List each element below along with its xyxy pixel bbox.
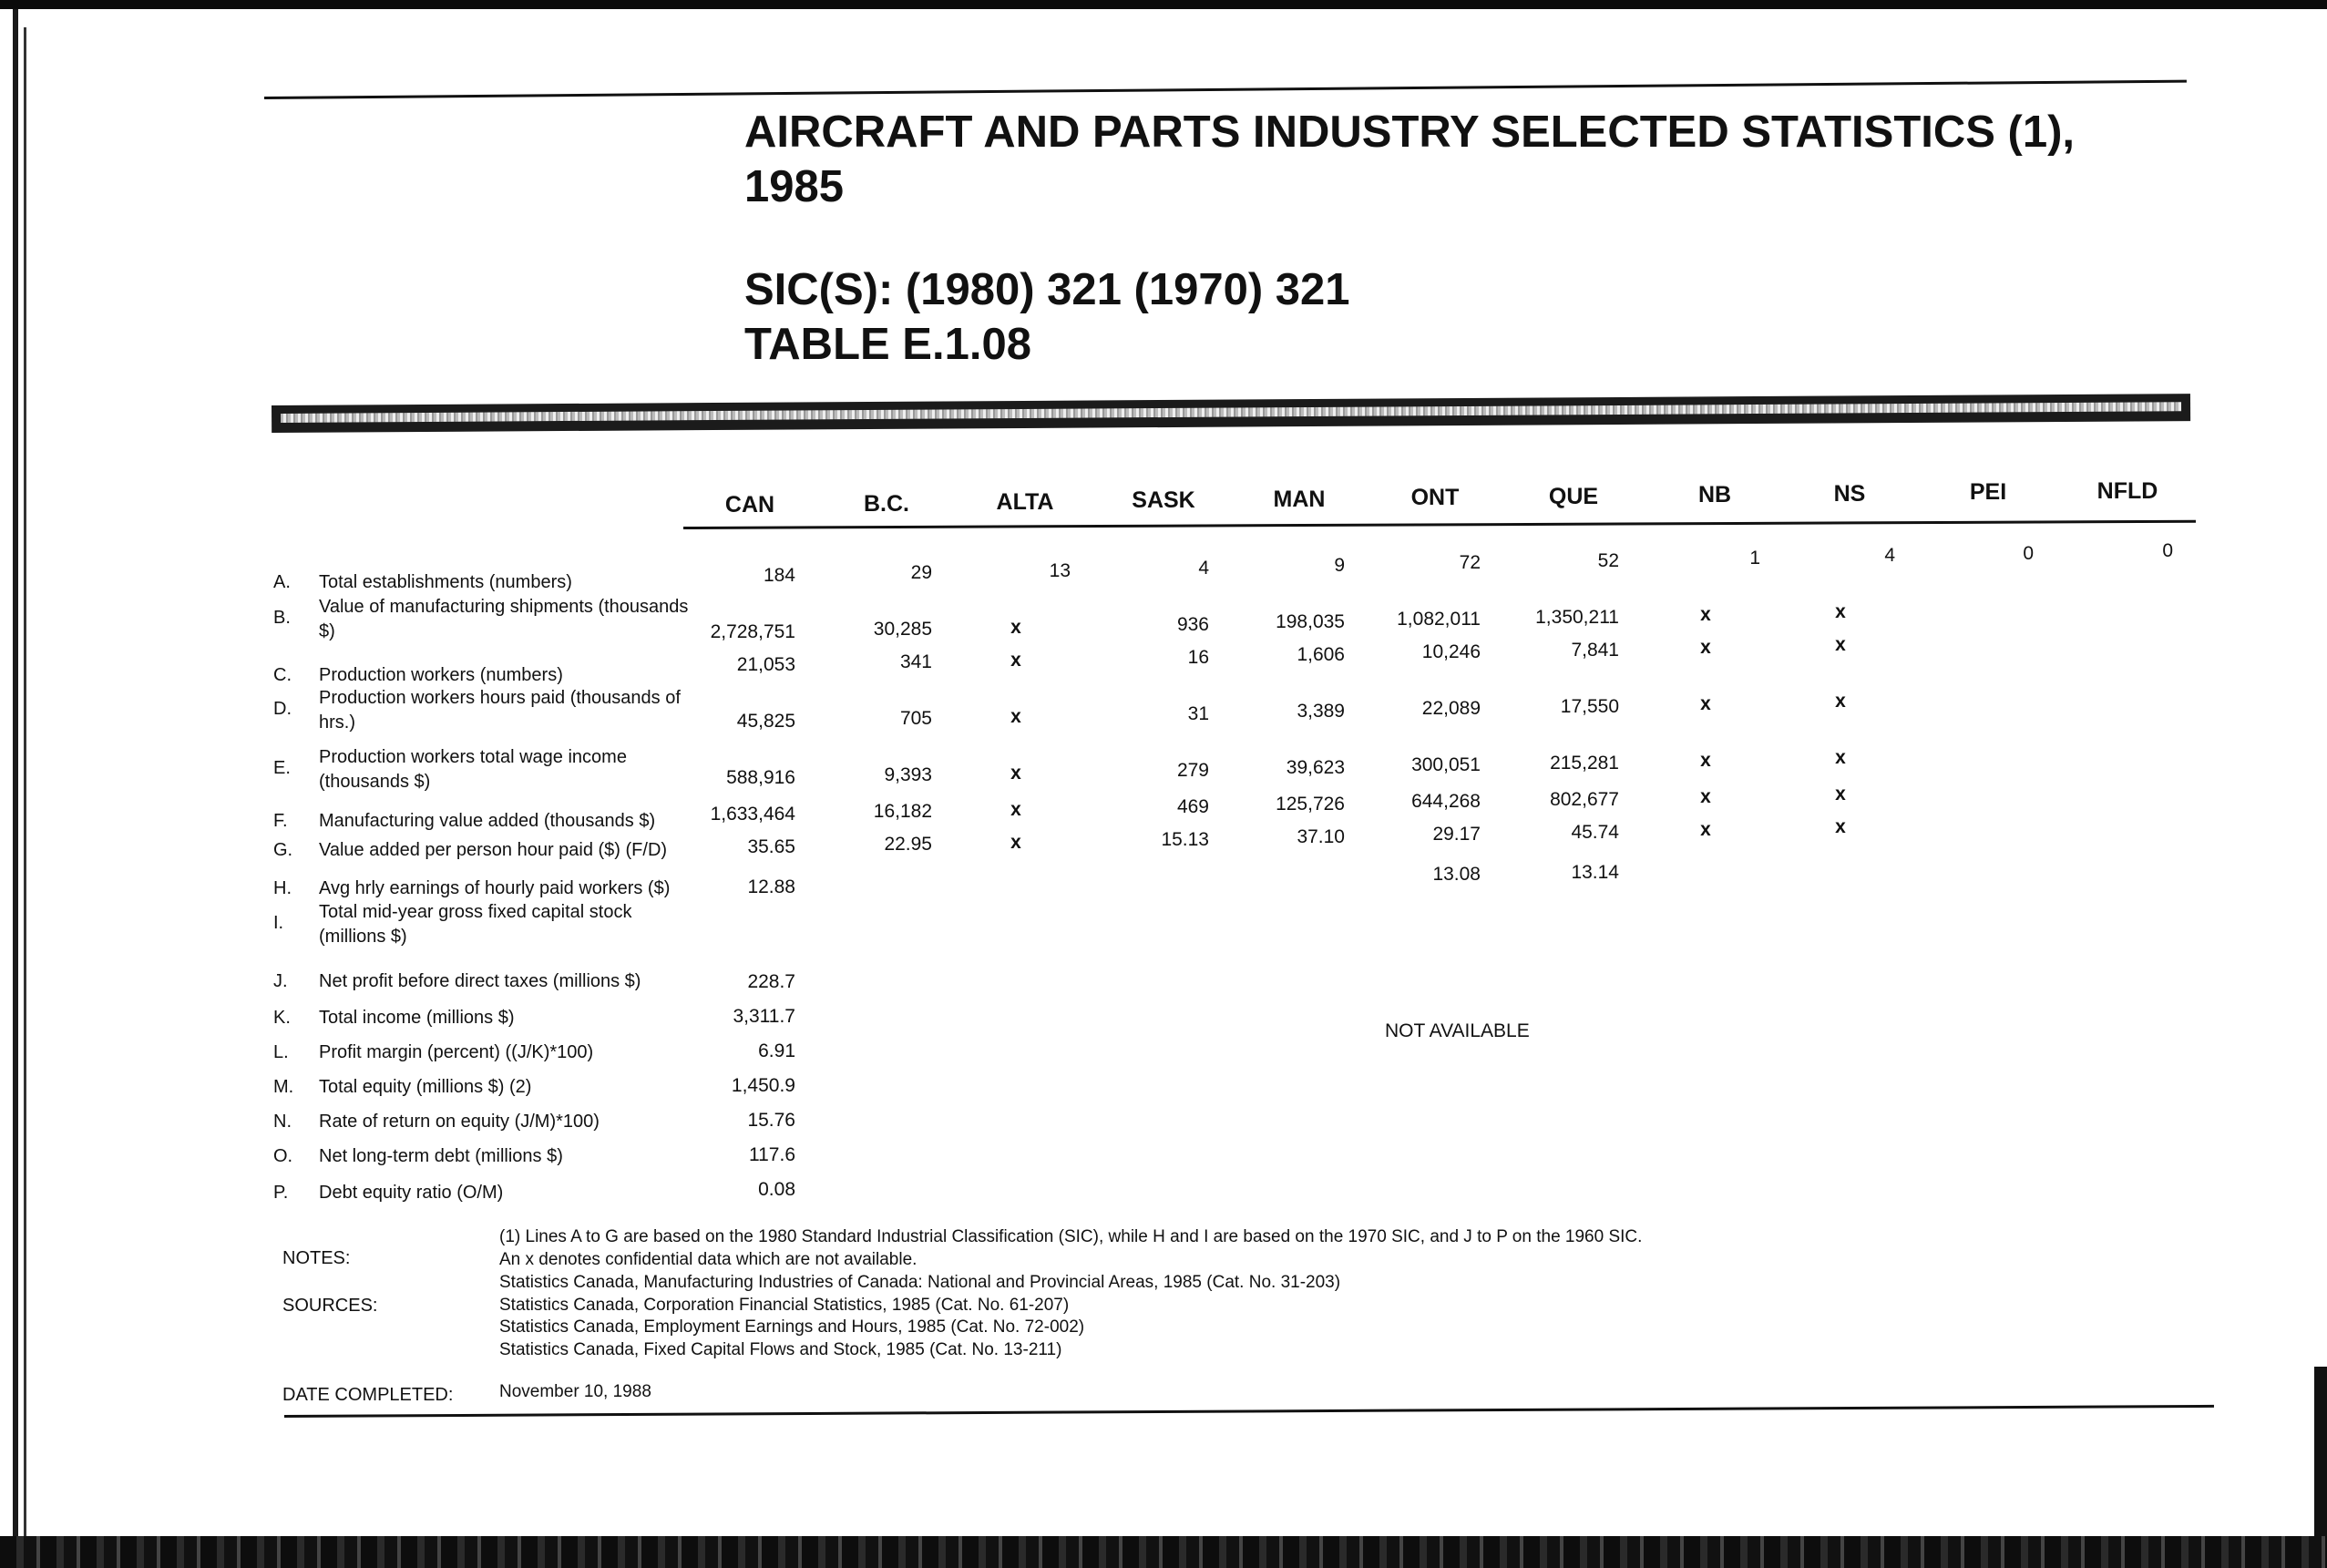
row-letter: D. <box>273 699 292 719</box>
table-cell: 1 <box>1749 547 1760 569</box>
row-letter: M. <box>273 1077 294 1097</box>
table-cell: 705 <box>899 708 932 730</box>
document-title: AIRCRAFT AND PARTS INDUSTRY SELECTED STATISTICS (1), 1985 <box>744 108 2076 211</box>
column-header: B.C. <box>864 490 909 517</box>
table-cell: 13.14 <box>1571 861 1619 883</box>
row-label: Value added per person hour paid ($) (F/D) <box>319 840 668 860</box>
top-rule <box>264 80 2187 99</box>
table-cell: 0 <box>2162 539 2173 561</box>
table-cell: 198,035 <box>1276 611 1345 633</box>
table-cell: 31 <box>1187 702 1209 724</box>
table-cell: 72 <box>1459 552 1481 574</box>
note-line: (1) Lines A to G are based on the 1980 Standard Industrial Classification (SIC), while H and I are based on the 1970 SIC, and J to P on the 1960 SIC. <box>499 1227 1643 1246</box>
table-cell: 228.7 <box>747 971 795 992</box>
sources-text <box>499 1272 1340 1361</box>
row-label: Profit margin (percent) ((J/K)*100) <box>319 1042 594 1062</box>
table-cell: 9 <box>1334 555 1345 577</box>
row-label: Debt equity ratio (O/M) <box>319 1183 504 1203</box>
source-line: Statistics Canada, Manufacturing Industries of Canada: National and Provincial Areas, 1985 (Cat. No. 31-203) <box>499 1273 1341 1292</box>
table-cell: 35.65 <box>747 836 795 857</box>
table-cell: 7,841 <box>1571 639 1619 661</box>
scan-edge-left-inner <box>24 27 26 1540</box>
row-letter: O. <box>273 1146 293 1166</box>
table-cell: 37.10 <box>1297 826 1345 848</box>
sources-label: SOURCES: <box>282 1296 378 1316</box>
table-cell: 13.08 <box>1432 864 1481 886</box>
table-cell: x <box>1835 691 1846 712</box>
row-label: Total mid-year gross fixed capital stock (millions $) <box>319 902 632 947</box>
source-line: Statistics Canada, Employment Earnings and Hours, 1985 (Cat. No. 72-002) <box>499 1317 1085 1337</box>
table-cell: 1,450.9 <box>731 1075 795 1096</box>
sic-codes: SIC(S): (1980) 321 (1970) 321 <box>744 265 1350 314</box>
table-cell: x <box>1835 634 1846 656</box>
table-cell: x <box>1010 762 1021 784</box>
table-cell: x <box>1010 705 1021 727</box>
table-cell: 9,393 <box>884 764 932 786</box>
row-label: Total equity (millions $) (2) <box>319 1077 532 1097</box>
row-label: Net profit before direct taxes (millions $) <box>319 971 641 991</box>
table-cell: 16,182 <box>873 801 932 823</box>
table-cell: x <box>1700 692 1711 714</box>
table-cell: 21,053 <box>736 654 795 675</box>
notes-text <box>499 1226 1642 1271</box>
table-cell: 1,633,464 <box>710 804 795 825</box>
row-label: Manufacturing value added (thousands $) <box>319 811 656 831</box>
column-header: QUE <box>1548 483 1599 509</box>
row-label: Production workers total wage income (thousands $) <box>319 747 627 792</box>
table-cell: 0 <box>2023 542 2034 564</box>
column-header-rule <box>683 520 2196 529</box>
table-cell: 15.76 <box>747 1110 795 1131</box>
table-cell: 45.74 <box>1571 821 1619 843</box>
column-header: ALTA <box>996 488 1054 515</box>
table-cell: 0.08 <box>758 1179 795 1200</box>
table-cell: 2,728,751 <box>710 621 795 642</box>
row-label: Avg hrly earnings of hourly paid workers ($) <box>319 878 671 898</box>
row-letter: G. <box>273 840 293 860</box>
table-cell: 341 <box>899 651 932 673</box>
table-cell: x <box>1700 749 1711 771</box>
table-cell: 936 <box>1176 613 1209 635</box>
table-cell: 117.6 <box>749 1144 795 1165</box>
table-cell: 1,350,211 <box>1535 606 1619 628</box>
table-cell: 12.88 <box>747 876 795 897</box>
table-cell: x <box>1010 798 1021 820</box>
table-cell: x <box>1700 818 1711 840</box>
row-label: Production workers (numbers) <box>319 665 563 685</box>
row-letter: I. <box>273 913 284 933</box>
scan-edge-top <box>0 0 2327 9</box>
row-letter: C. <box>273 665 292 685</box>
row-letter: A. <box>273 572 291 592</box>
table-cell: 52 <box>1597 549 1619 571</box>
table-cell: 588,916 <box>726 767 795 788</box>
row-label: Rate of return on equity (J/M)*100) <box>319 1112 600 1132</box>
column-header: CAN <box>724 492 775 518</box>
column-header: SASK <box>1132 487 1195 514</box>
row-letter: K. <box>273 1008 291 1028</box>
table-id: TABLE E.1.08 <box>744 320 1031 369</box>
scan-edge-bottom <box>0 1536 2327 1568</box>
notes-label: NOTES: <box>282 1248 351 1268</box>
table-cell: x <box>1010 616 1021 638</box>
row-label: Total income (millions $) <box>319 1008 515 1028</box>
row-letter: H. <box>273 878 292 898</box>
table-cell: 39,623 <box>1286 757 1345 779</box>
header-band <box>272 394 2190 433</box>
row-letter: N. <box>273 1112 292 1132</box>
column-header: NS <box>1833 480 1866 507</box>
column-header: NB <box>1697 482 1732 508</box>
row-label: Total establishments (numbers) <box>319 572 572 592</box>
table-cell: 15.13 <box>1161 828 1209 850</box>
row-label: Net long-term debt (millions $) <box>319 1146 563 1166</box>
note-line: An x denotes confidential data which are not available. <box>499 1249 917 1269</box>
table-cell: 30,285 <box>873 619 932 641</box>
table-cell: 184 <box>763 565 795 586</box>
bottom-rule <box>284 1405 2214 1418</box>
table-cell: 6.91 <box>758 1040 795 1061</box>
row-letter: J. <box>273 971 288 991</box>
table-cell: x <box>1835 816 1846 838</box>
column-header: PEI <box>1969 479 2007 506</box>
row-letter: B. <box>273 608 291 628</box>
table-cell: 4 <box>1884 545 1895 567</box>
table-cell: 802,677 <box>1550 788 1619 810</box>
row-letter: L. <box>273 1042 289 1062</box>
table-cell: x <box>1835 601 1846 623</box>
table-cell: 3,311.7 <box>733 1006 795 1027</box>
date-completed-value: November 10, 1988 <box>499 1382 651 1401</box>
row-letter: P. <box>273 1183 289 1203</box>
table-cell: x <box>1700 603 1711 625</box>
table-cell: 45,825 <box>736 711 795 732</box>
table-cell: 125,726 <box>1276 794 1345 815</box>
column-header: MAN <box>1273 486 1326 512</box>
row-letter: E. <box>273 758 291 778</box>
table-cell: x <box>1835 784 1846 805</box>
table-cell: 1,606 <box>1297 644 1345 666</box>
table-cell: 300,051 <box>1411 754 1481 776</box>
table-cell: 279 <box>1176 759 1209 781</box>
table-cell: 4 <box>1198 557 1209 579</box>
table-cell: 644,268 <box>1411 791 1481 813</box>
source-line: Statistics Canada, Corporation Financial Statistics, 1985 (Cat. No. 61-207) <box>499 1295 1070 1315</box>
document-subtitle <box>744 262 1350 372</box>
not-available-note: NOT AVAILABLE <box>1385 1020 1530 1041</box>
table-cell: x <box>1700 785 1711 807</box>
table-cell: 215,281 <box>1550 752 1619 774</box>
row-letter: F. <box>273 811 288 831</box>
source-line: Statistics Canada, Fixed Capital Flows and Stock, 1985 (Cat. No. 13-211) <box>499 1339 1062 1359</box>
table-cell: 13 <box>1049 559 1071 581</box>
table-cell: 29.17 <box>1432 824 1481 845</box>
table-cell: 17,550 <box>1560 695 1619 717</box>
table-cell: x <box>1835 747 1846 769</box>
date-completed-label: DATE COMPLETED: <box>282 1385 454 1405</box>
table-cell: 3,389 <box>1297 701 1345 723</box>
row-label: Value of manufacturing shipments (thousands $) <box>319 597 689 641</box>
table-cell: 16 <box>1187 646 1209 668</box>
table-cell: 29 <box>910 562 932 584</box>
table-cell: 22,089 <box>1421 698 1481 720</box>
table-cell: 1,082,011 <box>1397 609 1481 630</box>
column-header: NFLD <box>2096 477 2158 504</box>
table-cell: x <box>1700 636 1711 658</box>
table-cell: 22.95 <box>884 834 932 856</box>
table-cell: x <box>1010 649 1021 671</box>
table-cell: 10,246 <box>1421 641 1481 663</box>
scan-edge-left <box>13 9 18 1549</box>
table-cell: x <box>1010 831 1021 853</box>
row-label: Production workers hours paid (thousands of hrs.) <box>319 688 681 733</box>
column-header: ONT <box>1410 485 1460 511</box>
table-cell: 469 <box>1176 795 1209 817</box>
